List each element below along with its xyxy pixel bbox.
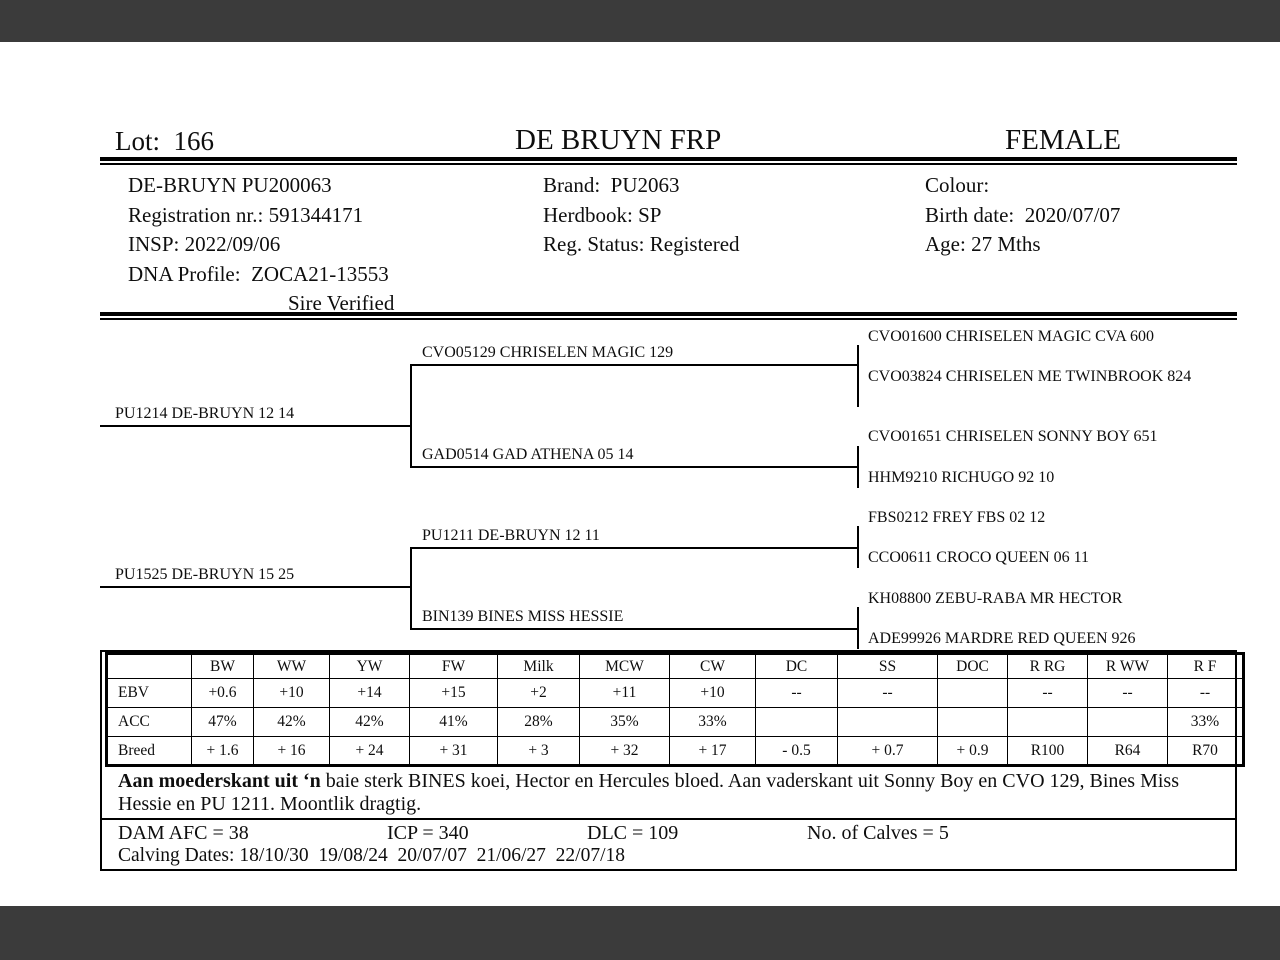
table-cell: R100 <box>1008 737 1088 766</box>
row-label: EBV <box>107 679 192 708</box>
table-cell: + 16 <box>254 737 330 766</box>
table-cell: + 1.6 <box>192 737 254 766</box>
table-cell: +14 <box>330 679 410 708</box>
table-row-breed <box>107 737 1244 766</box>
reg-status: Reg. Status: Registered <box>543 232 740 256</box>
table-cell: R64 <box>1088 737 1168 766</box>
table-cell: +11 <box>580 679 670 708</box>
column-header: DOC <box>938 654 1008 679</box>
column-header: R F <box>1168 654 1244 679</box>
table-cell: 35% <box>580 708 670 737</box>
dlc: DLC = 109 <box>587 822 679 844</box>
table-cell: +10 <box>254 679 330 708</box>
ebv-notes-box <box>100 650 1237 871</box>
table-cell: 42% <box>330 708 410 737</box>
herdbook: Herdbook: SP <box>543 203 662 227</box>
great-grandparent-name: ADE99926 MARDRE RED QUEEN 926 <box>868 630 1136 647</box>
dam-afc: DAM AFC = 38 <box>118 822 249 844</box>
table-row-ebv <box>107 679 1244 708</box>
pedigree-connector-right-3 <box>857 526 859 568</box>
column-header: YW <box>330 654 410 679</box>
table-cell: -- <box>1008 679 1088 708</box>
maternal-grandsire-name: PU1211 DE-BRUYN 12 11 <box>410 525 857 549</box>
row-label: ACC <box>107 708 192 737</box>
column-header: R WW <box>1088 654 1168 679</box>
lot-number: Lot: 166 <box>115 126 214 156</box>
table-row-acc <box>107 708 1244 737</box>
table-cell: + 3 <box>498 737 580 766</box>
table-cell: 47% <box>192 708 254 737</box>
maternal-granddam-name: BIN139 BINES MISS HESSIE <box>410 606 857 630</box>
table-cell: +15 <box>410 679 498 708</box>
notes-paragraph <box>102 767 1235 820</box>
table-cell: +0.6 <box>192 679 254 708</box>
table-cell: - 0.5 <box>756 737 838 766</box>
pedigree-connector-left-top <box>410 364 412 468</box>
letterbox-top-bar <box>0 0 1280 42</box>
great-grandparent-name: CVO03824 CHRISELEN ME TWINBROOK 824 <box>868 368 1192 385</box>
column-header: SS <box>838 654 938 679</box>
table-cell: R70 <box>1168 737 1244 766</box>
page-title: DE BRUYN FRP <box>515 124 722 156</box>
pedigree-connector-right-1 <box>857 345 859 407</box>
column-header: BW <box>192 654 254 679</box>
column-header: MCW <box>580 654 670 679</box>
great-grandparent-name: CCO0611 CROCO QUEEN 06 11 <box>868 549 1090 566</box>
brand: Brand: PU2063 <box>543 173 680 197</box>
dam-stats-row <box>102 820 1235 869</box>
column-header: WW <box>254 654 330 679</box>
letterbox-bottom-bar <box>0 906 1280 960</box>
column-header: DC <box>756 654 838 679</box>
double-rule-top <box>100 157 1237 165</box>
table-cell <box>938 708 1008 737</box>
table-cell: 33% <box>670 708 756 737</box>
table-header-row <box>107 654 1244 679</box>
table-cell: -- <box>756 679 838 708</box>
table-cell <box>756 708 838 737</box>
column-header: R RG <box>1008 654 1088 679</box>
colour: Colour: <box>925 173 990 197</box>
ebv-table <box>105 652 1245 767</box>
table-cell: +10 <box>670 679 756 708</box>
column-header <box>107 654 192 679</box>
sire-name: PU1214 DE-BRUYN 12 14 <box>100 403 410 427</box>
row-label: Breed <box>107 737 192 766</box>
table-cell: 41% <box>410 708 498 737</box>
table-cell: 28% <box>498 708 580 737</box>
birth-date: Birth date: 2020/07/07 <box>925 203 1121 227</box>
column-header: FW <box>410 654 498 679</box>
table-cell: -- <box>1088 679 1168 708</box>
table-cell <box>1088 708 1168 737</box>
great-grandparent-name: KH08800 ZEBU-RABA MR HECTOR <box>868 590 1123 607</box>
inspection-date: INSP: 2022/09/06 <box>128 232 281 256</box>
notes-body: baie sterk BINES koei, Hector en Hercules bloed. Aan vaderskant uit Sonny Boy en CVO 129, Bines Miss Hessie en PU 1211. Moontlik dragtig. <box>118 770 1184 815</box>
table-cell <box>838 708 938 737</box>
paternal-granddam-name: GAD0514 GAD ATHENA 05 14 <box>410 444 857 468</box>
table-cell: + 0.7 <box>838 737 938 766</box>
double-rule-pedigree <box>100 312 1237 320</box>
calf-count: No. of Calves = 5 <box>807 822 949 844</box>
table-cell: 42% <box>254 708 330 737</box>
age: Age: 27 Mths <box>925 232 1041 256</box>
column-header: Milk <box>498 654 580 679</box>
sex-label: FEMALE <box>1005 124 1121 156</box>
table-cell <box>938 679 1008 708</box>
great-grandparent-name: HHM9210 RICHUGO 92 10 <box>868 469 1055 486</box>
calving-dates: Calving Dates: 18/10/30 19/08/24 20/07/07 21/06/27 22/07/18 <box>118 845 625 866</box>
icp: ICP = 340 <box>387 822 469 844</box>
notes-lead-bold: Aan moederskant uit ‘n <box>118 770 321 792</box>
table-cell: 33% <box>1168 708 1244 737</box>
sire-verified-label: Sire Verified <box>288 291 395 315</box>
table-cell: +2 <box>498 679 580 708</box>
paternal-grandsire-name: CVO05129 CHRISELEN MAGIC 129 <box>410 342 857 366</box>
table-cell: + 24 <box>330 737 410 766</box>
great-grandparent-name: CVO01600 CHRISELEN MAGIC CVA 600 <box>868 328 1154 345</box>
table-cell: + 32 <box>580 737 670 766</box>
table-cell: -- <box>838 679 938 708</box>
pedigree-connector-right-2 <box>857 446 859 488</box>
dam-name: PU1525 DE-BRUYN 15 25 <box>100 564 410 588</box>
great-grandparent-name: CVO01651 CHRISELEN SONNY BOY 651 <box>868 428 1158 445</box>
table-cell: -- <box>1168 679 1244 708</box>
table-cell: + 17 <box>670 737 756 766</box>
pedigree-connector-right-4 <box>857 607 859 649</box>
table-cell: + 0.9 <box>938 737 1008 766</box>
great-grandparent-name: FBS0212 FREY FBS 02 12 <box>868 509 1046 526</box>
table-cell: + 31 <box>410 737 498 766</box>
dna-profile: DNA Profile: ZOCA21-13553 <box>128 262 389 286</box>
pedigree-connector-left-bottom <box>410 547 412 630</box>
table-cell <box>1008 708 1088 737</box>
animal-id: DE-BRUYN PU200063 <box>128 173 332 197</box>
column-header: CW <box>670 654 756 679</box>
registration-number: Registration nr.: 591344171 <box>128 203 364 227</box>
